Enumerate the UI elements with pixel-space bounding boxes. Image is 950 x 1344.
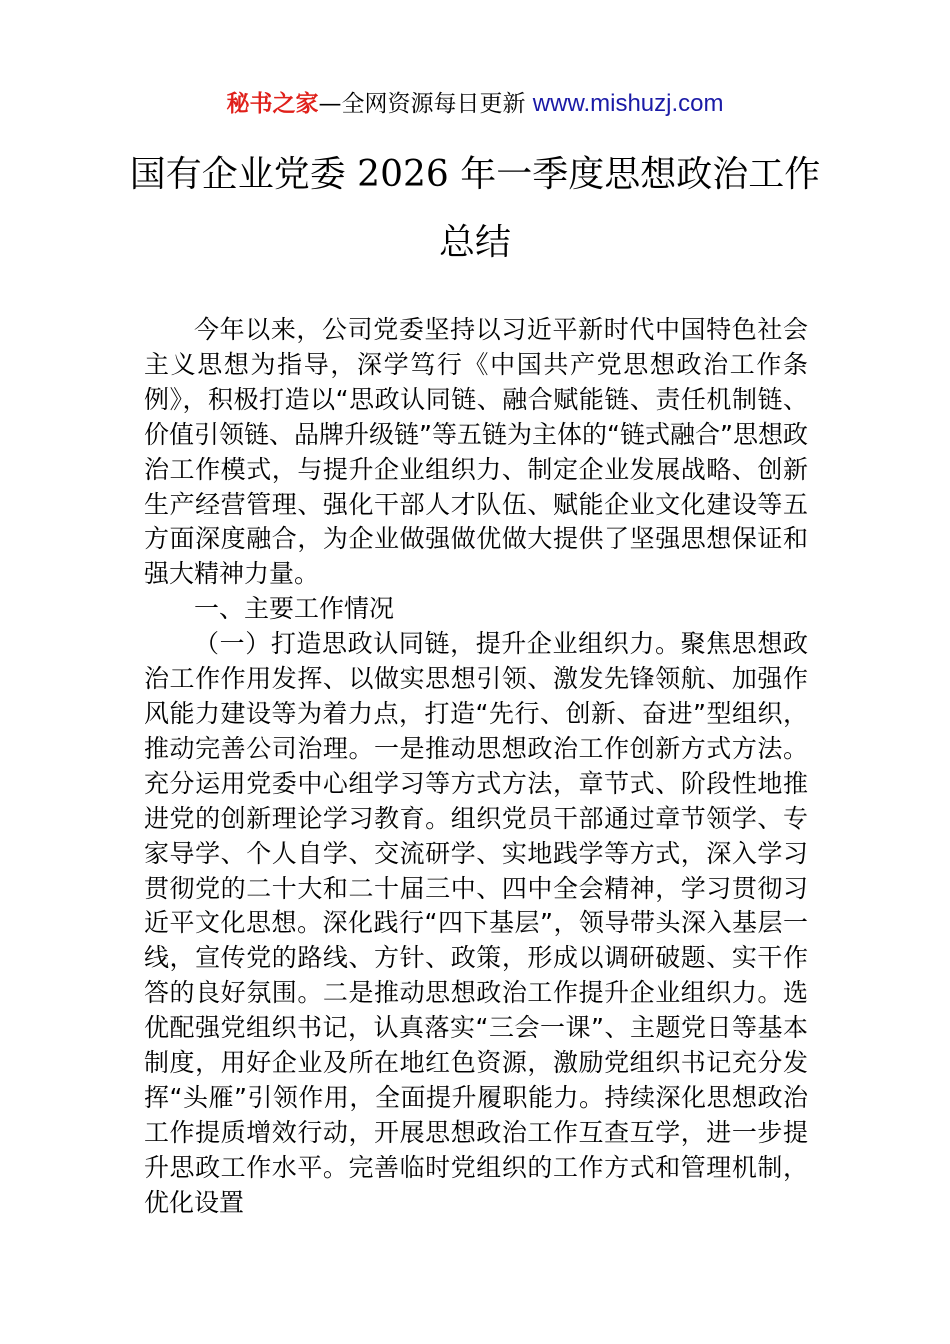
document-title-line-2: 总结: [438, 222, 511, 263]
document-body: [144, 313, 808, 1221]
paragraph-intro: 今年以来，公司党委坚持以习近平新时代中国特色社会主义思想为指导，深学笃行《中国共产党思想政治工作条例》，积极打造以“思政认同链、融合赋能链、责任机制链、价值引领链、品牌升级链”等五链为主体的“链式融合”思想政治工作模式，与提升企业组织力、制定企业发展战略、创新生产经营管理、强化干部人才队伍、赋能企业文化建设等五方面深度融合，为企业做强做优做大提供了坚强思想保证和强大精神力量。: [144, 315, 808, 589]
site-link[interactable]: www.mishuzj.com: [532, 90, 724, 117]
header-tagline: —全网资源每日更新: [318, 91, 533, 117]
document-title-line-1: 国有企业党委 2026 年一季度思想政治工作: [129, 154, 821, 195]
paragraph-section-1: （一）打造思政认同链，提升企业组织力。聚焦思想政治工作作用发挥、以做实思想引领、激发先锋领航、加强作风能力建设等为着力点，打造“先行、创新、奋进”型组织，推动完善公司治理。一是推动思想政治工作创新方式方法。充分运用党委中心组学习等方式方法，章节式、阶段性地推进党的创新理论学习教育。组织党员干部通过章节领学、专家导学、个人自学、交流研学、实地践学等方式，深入学习贯彻党的二十大和二十届三中、四中全会精神，学习贯彻习近平文化思想。深化践行“四下基层”，领导带头深入基层一线，宣传党的路线、方针、政策，形成以调研破题、实干作答的良好氛围。二是推动思想政治工作提升企业组织力。选优配强党组织书记，认真落实“三会一课”、主题党日等基本制度，用好企业及所在地红色资源，激励党组织书记充分发挥“头雁”引领作用，全面提升履职能力。持续深化思想政治工作提质增效行动，开展思想政治工作互查互学，进一步提升思政工作水平。完善临时党组织的工作方式和管理机制，优化设置: [144, 629, 808, 1217]
section-heading: 一、主要工作情况: [194, 594, 395, 624]
site-header: [0, 88, 950, 120]
brand-name: 秘书之家: [226, 91, 319, 117]
